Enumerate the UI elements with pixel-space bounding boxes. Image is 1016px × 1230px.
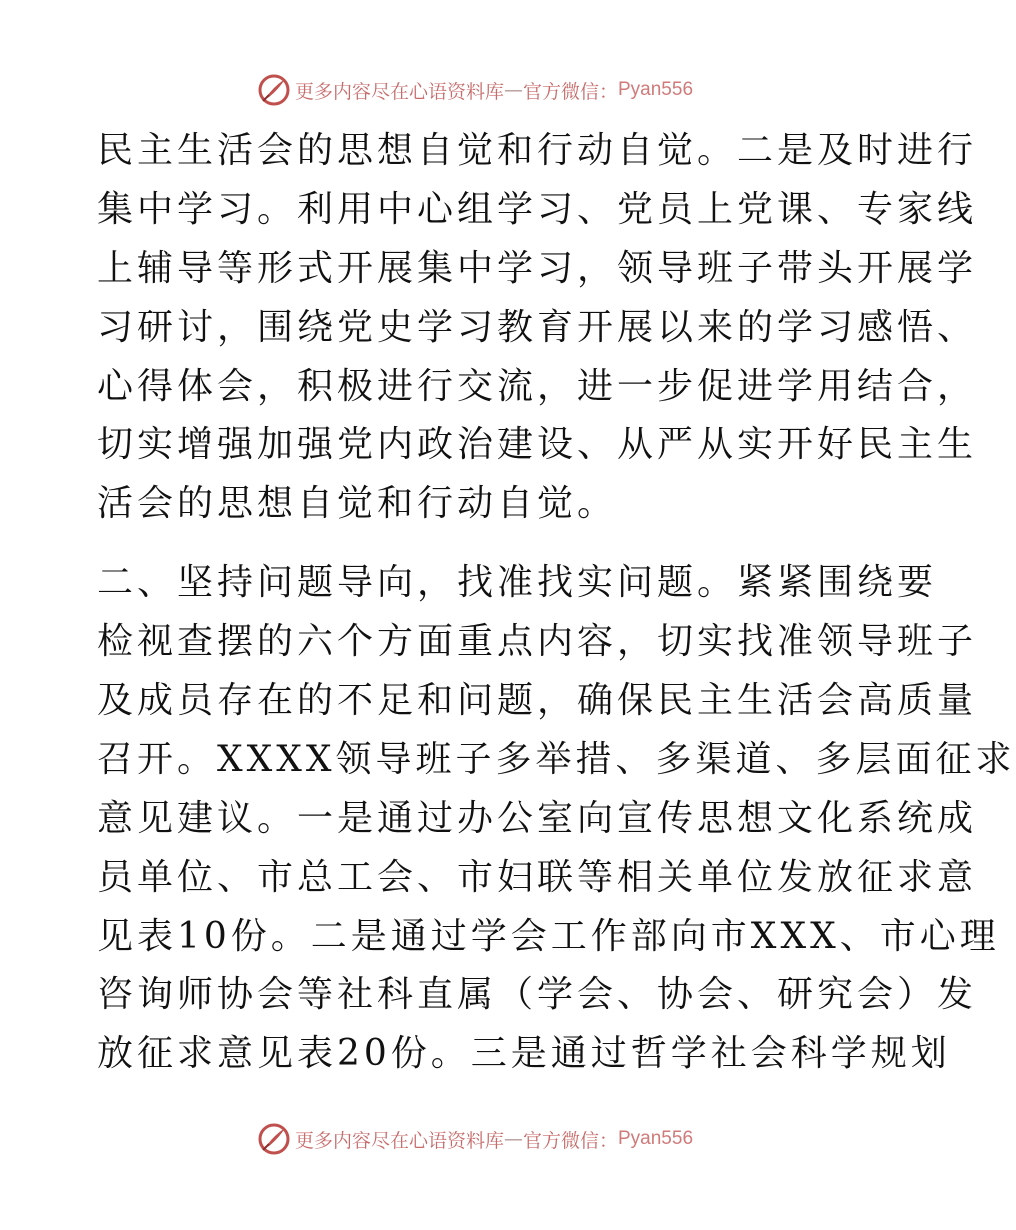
footer-banner xyxy=(0,1119,950,1159)
banner-separator: — xyxy=(503,79,523,101)
banner-separator: — xyxy=(503,1128,523,1150)
text-line: 检视查摆的六个方面重点内容，切实找准领导班子 xyxy=(97,621,978,663)
text-line: 上辅导等形式开展集中学习，领导班子带头开展学 xyxy=(97,247,978,289)
banner-wechat-label: 官方微信： xyxy=(522,1129,618,1152)
banner-wechat-id: Pyan556 xyxy=(618,1128,694,1149)
text-line: 咨询师协会等社科直属（学会、协会、研究会）发 xyxy=(97,974,978,1016)
document-body xyxy=(97,122,1016,1084)
quill-logo-icon xyxy=(257,1122,291,1156)
text-line: 及成员存在的不足和问题，确保民主生活会高质量 xyxy=(97,680,978,722)
text-line: 见表10份。二是通过学会工作部向市XXX、市心理 xyxy=(97,915,1000,957)
banner-wechat-id: Pyan556 xyxy=(618,79,694,100)
text-line: 集中学习。利用中心组学习、党员上党课、专家线 xyxy=(97,188,978,230)
text-line: 心得体会，积极进行交流，进一步促进学用结合， xyxy=(97,365,978,407)
text-line: 活会的思想自觉和行动自觉。 xyxy=(97,483,618,525)
paragraph-gap xyxy=(97,534,857,554)
text-line: 习研讨，围绕党史学习教育开展以来的学习感悟、 xyxy=(97,306,978,348)
text-line: 切实增强加强党内政治建设、从严从实开好民主生 xyxy=(97,424,978,466)
text-line: 意见建议。一是通过办公室向宣传思想文化系统成 xyxy=(97,797,978,839)
banner-text: 更多内容尽在心语资料库 xyxy=(294,80,504,103)
header-banner xyxy=(0,70,950,110)
banner-text: 更多内容尽在心语资料库 xyxy=(294,1129,504,1152)
text-line: 二、坚持问题导向，找准找实问题。紧紧围绕要 xyxy=(97,562,938,604)
text-line: 员单位、市总工会、市妇联等相关单位发放征求意 xyxy=(97,856,978,898)
text-line: 放征求意见表20份。三是通过哲学社会科学规划 xyxy=(97,1033,951,1075)
text-line: 召开。XXXX领导班子多举措、多渠道、多层面征求 xyxy=(97,738,1016,780)
paragraph-1 xyxy=(97,122,978,534)
paragraph-2 xyxy=(97,554,1016,1084)
text-line: 民主生活会的思想自觉和行动自觉。二是及时进行 xyxy=(97,130,978,171)
banner-wechat-label: 官方微信： xyxy=(522,80,618,103)
quill-logo-icon xyxy=(257,73,291,107)
